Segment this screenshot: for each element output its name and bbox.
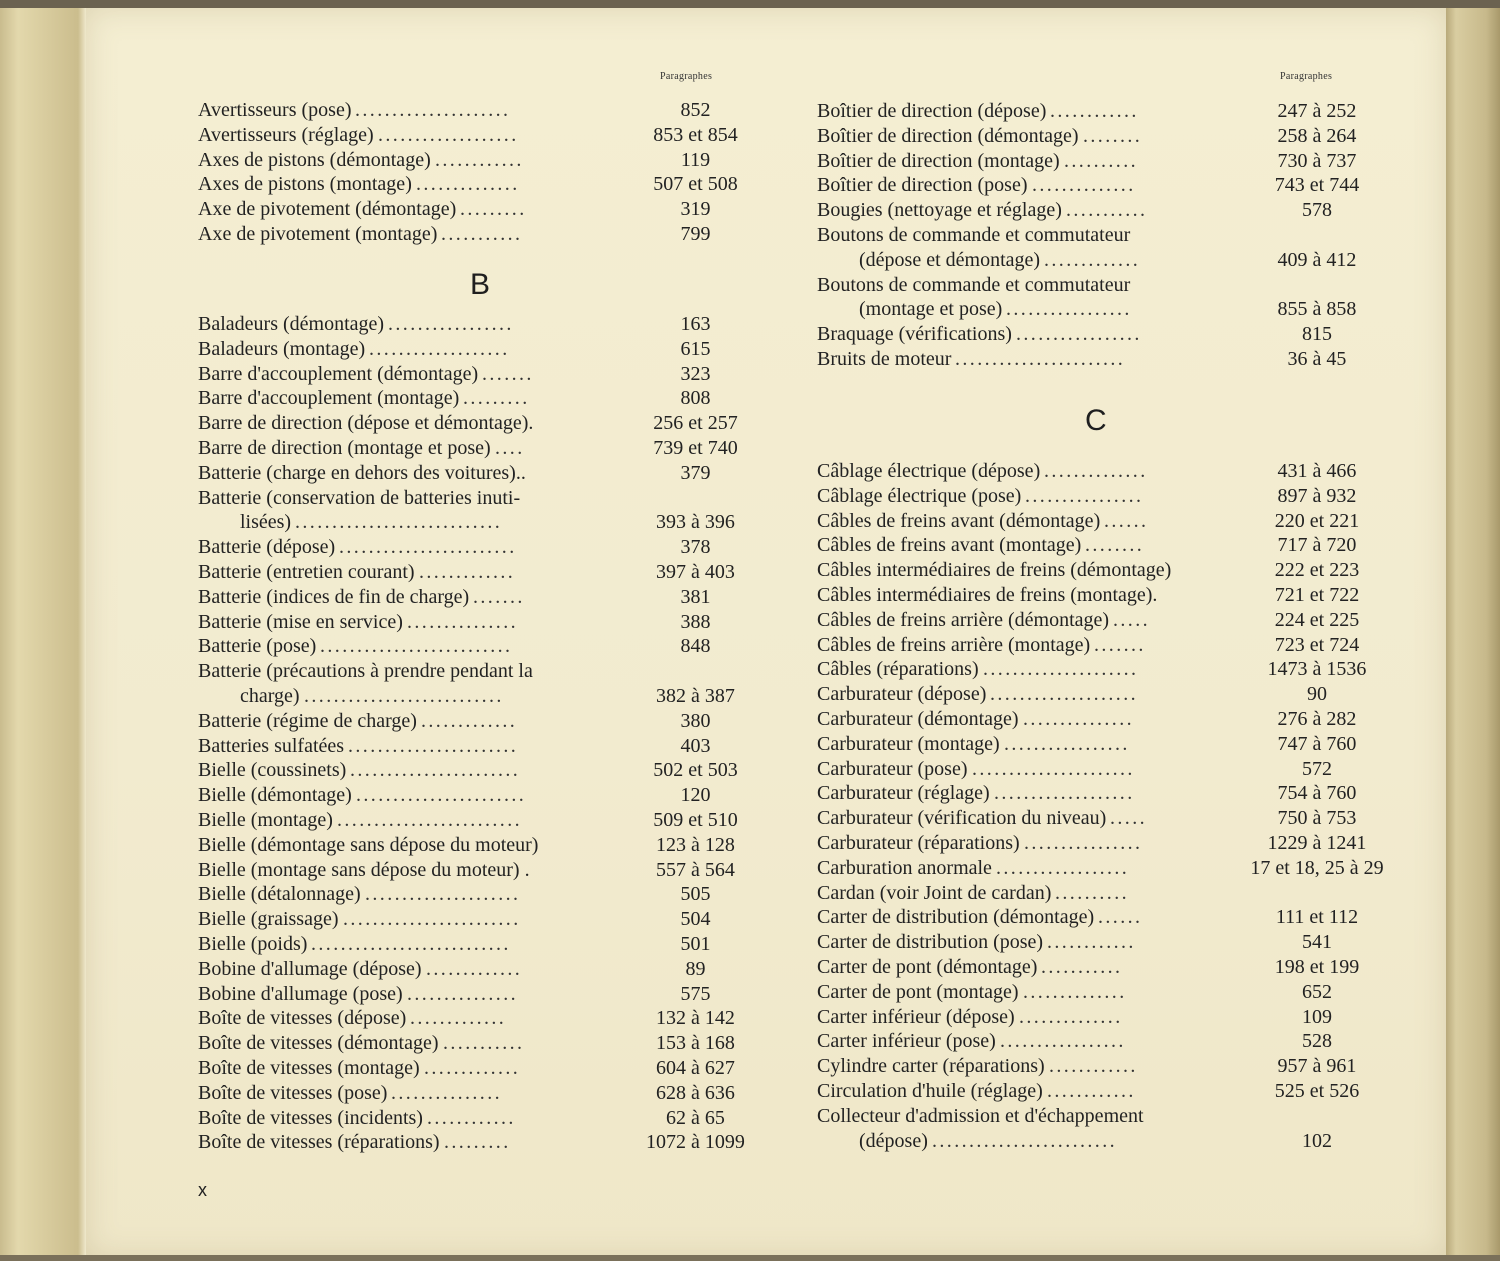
entry-leader-dots: ................ (1025, 484, 1144, 507)
entry-leader-dots: ......................... (337, 809, 522, 831)
entry-paragraph-ref: 501 (680, 933, 711, 955)
entry-paragraph-ref: 256 et 257 (653, 412, 738, 435)
entry-paragraph-ref: 323 (680, 362, 711, 385)
entry-leader-dots: ........... (1066, 199, 1148, 222)
entry-leader-dots: ......................... (932, 1129, 1117, 1152)
entry-paragraph-ref: 379 (680, 461, 711, 484)
entry-paragraph-ref: 123 à 128 (656, 833, 735, 856)
entry-label: Avertisseurs (pose) (198, 99, 352, 121)
entry-paragraph-ref: 247 à 252 (1277, 100, 1357, 122)
entry-leader-dots: ............ (1047, 931, 1136, 954)
entry-paragraph-ref: 431 à 466 (1277, 460, 1357, 482)
entry-leader-dots: ..................... (365, 883, 521, 906)
entry-paragraph-ref: 747 à 760 (1277, 732, 1357, 755)
entry-label: Carburateur (réglage) (817, 782, 990, 805)
entry-leader-dots: .............. (416, 173, 520, 196)
section-letter-b: B (470, 268, 491, 301)
entry-leader-dots: ........... (441, 223, 523, 245)
entry-label: Batterie (charge en dehors des voitures).. (198, 461, 526, 484)
entry-label: Bielle (démontage sans dépose du moteur) (198, 833, 539, 856)
entry-leader-dots: .............. (1032, 174, 1136, 197)
entry-leader-dots: ............ (435, 148, 524, 171)
entry-paragraph-ref: 557 à 564 (656, 858, 735, 881)
entry-label: Boutons de commande et commutateur (817, 273, 1131, 296)
entry-label: Barre d'accouplement (démontage) (198, 362, 479, 385)
entry-leader-dots: ........................... (304, 685, 504, 707)
entry-paragraph-ref: 855 à 858 (1277, 298, 1357, 321)
column-header: Paragraphes (660, 71, 713, 82)
entry-label: Carter de pont (montage) (817, 980, 1019, 1003)
entry-label: Carter inférieur (dépose) (817, 1005, 1015, 1028)
entry-leader-dots: ............... (1023, 708, 1134, 730)
entry-leader-dots: .................. (996, 856, 1130, 879)
entry-label: charge) (240, 685, 300, 707)
entry-label: Câblage électrique (dépose) (817, 460, 1041, 482)
entry-leader-dots: ........ (1085, 534, 1145, 557)
entry-label: Carter de distribution (démontage) (817, 906, 1095, 929)
entry-paragraph-ref: 36 à 45 (1287, 348, 1347, 370)
entry-paragraph-ref: 572 (1302, 757, 1332, 780)
entry-label: Câbles intermédiaires de freins (démontage) (817, 559, 1172, 582)
entry-label: Baladeurs (montage) (198, 337, 366, 360)
entry-paragraph-ref: 380 (680, 709, 711, 732)
entry-label: Batterie (mise en service) (198, 610, 403, 633)
entry-label: (dépose) (859, 1129, 928, 1152)
entry-label: Carburateur (montage) (817, 732, 1000, 755)
entry-leader-dots: ........ (1083, 124, 1143, 147)
entry-label: Bruits de moteur (817, 348, 952, 370)
entry-leader-dots: ................... (369, 337, 510, 360)
entry-paragraph-ref: 717 à 720 (1277, 534, 1357, 557)
entry-leader-dots: ............. (421, 709, 518, 732)
entry-leader-dots: ............. (419, 561, 516, 583)
scan-top-edge (0, 0, 1500, 8)
entry-paragraph-ref: 808 (680, 387, 711, 410)
entry-leader-dots: ................. (1016, 323, 1142, 346)
entry-leader-dots: ............. (410, 1007, 507, 1030)
entry-label: Câbles (réparations) (817, 658, 979, 681)
entry-paragraph-ref: 258 à 264 (1277, 124, 1357, 147)
entry-label: Bielle (détalonnage) (198, 883, 361, 906)
entry-label: Axes de pistons (démontage) (198, 148, 431, 171)
entry-paragraph-ref: 1072 à 1099 (646, 1131, 745, 1154)
entry-leader-dots: ................... (378, 123, 519, 146)
entry-leader-dots: ............. (424, 1057, 521, 1079)
entry-label: Bielle (graissage) (198, 908, 339, 931)
entry-leader-dots: ............. (426, 957, 523, 980)
entry-paragraph-ref: 102 (1302, 1129, 1332, 1152)
entry-paragraph-ref: 852 (680, 99, 711, 121)
entry-leader-dots: .............. (1044, 460, 1148, 482)
entry-paragraph-ref: 957 à 961 (1277, 1055, 1357, 1078)
entry-paragraph-ref: 502 et 503 (653, 759, 738, 782)
entry-label: Carburateur (démontage) (817, 708, 1019, 730)
entry-leader-dots: ...................... (972, 757, 1135, 780)
entry-label: Axe de pivotement (montage) (198, 223, 438, 245)
entry-leader-dots: ....................... (350, 759, 521, 782)
entry-label: Boîte de vitesses (dépose) (198, 1007, 407, 1030)
entry-paragraph-ref: 120 (680, 784, 711, 807)
entry-label: Cardan (voir Joint de cardan) (817, 881, 1052, 904)
entry-paragraph-ref: 388 (680, 610, 711, 633)
entry-leader-dots: ..................... (983, 658, 1139, 681)
entry-label: (dépose et démontage) (859, 248, 1041, 271)
entry-paragraph-ref: 163 (680, 313, 711, 335)
entry-paragraph-ref: 381 (680, 585, 711, 608)
entry-label: Boîtier de direction (montage) (817, 149, 1060, 172)
column-header: Paragraphes (1280, 71, 1333, 82)
entry-leader-dots: ......... (444, 1131, 511, 1154)
entry-label: (montage et pose) (859, 298, 1003, 321)
entry-label: Boutons de commande et commutateur (817, 224, 1131, 246)
page-number-mark: x (198, 1180, 207, 1200)
entry-label: Boîtier de direction (démontage) (817, 124, 1079, 147)
entry-paragraph-ref: 541 (1302, 931, 1332, 954)
entry-paragraph-ref: 198 et 199 (1274, 956, 1360, 978)
entry-label: Cylindre carter (réparations) (817, 1055, 1045, 1078)
entry-leader-dots: ............ (1049, 1055, 1138, 1078)
entry-label: Câbles de freins avant (montage) (817, 534, 1082, 557)
entry-label: Boîtier de direction (dépose) (817, 100, 1047, 122)
entry-label: Batterie (pose) (198, 635, 317, 658)
entry-leader-dots: ............ (1050, 100, 1139, 122)
entry-label: Batteries sulfatées (198, 734, 345, 757)
entry-leader-dots: .......... (1064, 149, 1138, 172)
entry-leader-dots: .......... (1055, 881, 1129, 904)
entry-label: Collecteur d'admission et d'échappement (817, 1104, 1144, 1127)
entry-leader-dots: ............... (391, 1081, 502, 1104)
entry-leader-dots: ........................... (311, 933, 511, 955)
entry-paragraph-ref: 382 à 387 (656, 685, 735, 707)
entry-paragraph-ref: 848 (680, 635, 711, 658)
entry-leader-dots: ......... (460, 198, 527, 221)
entry-label: Carburation anormale (817, 856, 992, 879)
entry-paragraph-ref: 153 à 168 (656, 1032, 735, 1055)
entry-label: Batterie (conservation de batteries inuti- (198, 486, 521, 509)
entry-paragraph-ref: 111 et 112 (1275, 906, 1359, 929)
entry-leader-dots: ....... (473, 585, 525, 608)
entry-leader-dots: ........... (443, 1032, 525, 1055)
entry-label: Boîte de vitesses (pose) (198, 1081, 388, 1104)
entry-paragraph-ref: 393 à 396 (656, 511, 735, 534)
entry-label: Câblage électrique (pose) (817, 484, 1022, 507)
entry-label: Câbles de freins arrière (démontage) (817, 608, 1110, 631)
entry-label: Carter de pont (démontage) (817, 956, 1038, 978)
entry-paragraph-ref: 730 à 737 (1277, 149, 1357, 172)
entry-paragraph-ref: 897 à 932 (1277, 484, 1357, 507)
entry-label: Barre d'accouplement (montage) (198, 387, 460, 410)
entry-leader-dots: ....................... (356, 784, 527, 807)
entry-paragraph-ref: 89 (685, 957, 706, 980)
entry-paragraph-ref: 220 et 221 (1274, 509, 1360, 532)
entry-paragraph-ref: 222 et 223 (1274, 559, 1360, 582)
entry-paragraph-ref: 119 (680, 148, 711, 171)
entry-leader-dots: ....................... (348, 734, 519, 757)
entry-label: Barre de direction (dépose et démontage). (198, 412, 534, 435)
entry-label: Bielle (poids) (198, 933, 308, 955)
entry-label: Boîte de vitesses (montage) (198, 1057, 420, 1079)
entry-leader-dots: ........................ (339, 536, 517, 559)
entry-paragraph-ref: 628 à 636 (656, 1081, 735, 1104)
entry-paragraph-ref: 652 (1302, 980, 1332, 1003)
entry-leader-dots: ..... (1113, 608, 1150, 631)
section-letter-c: C (1085, 404, 1107, 437)
entry-leader-dots: ............ (1047, 1080, 1136, 1102)
entry-label: Batterie (régime de charge) (198, 709, 417, 732)
entry-leader-dots: ..... (1110, 807, 1147, 830)
entry-paragraph-ref: 578 (1302, 199, 1332, 222)
entry-leader-dots: ............ (427, 1106, 516, 1129)
entry-label: Boîte de vitesses (démontage) (198, 1032, 439, 1055)
entry-paragraph-ref: 109 (1302, 1005, 1332, 1028)
entry-label: Batterie (entretien courant) (198, 561, 415, 583)
entry-label: Carter de distribution (pose) (817, 931, 1044, 954)
entry-leader-dots: ................. (388, 313, 514, 335)
entry-leader-dots: ...... (1098, 906, 1143, 929)
entry-leader-dots: ................. (1006, 298, 1132, 321)
entry-paragraph-ref: 721 et 722 (1274, 584, 1360, 606)
entry-leader-dots: ........................ (343, 908, 521, 931)
entry-paragraph-ref: 378 (680, 536, 711, 559)
entry-label: Axe de pivotement (démontage) (198, 198, 457, 221)
entry-label: Bielle (montage) (198, 809, 333, 831)
entry-label: Bobine d'allumage (pose) (198, 982, 403, 1005)
entry-paragraph-ref: 575 (680, 982, 711, 1005)
entry-leader-dots: ......... (463, 387, 530, 410)
entry-paragraph-ref: 224 et 225 (1274, 608, 1360, 631)
entry-leader-dots: ................... (994, 782, 1135, 805)
entry-paragraph-ref: 403 (680, 734, 711, 757)
entry-label: lisées) (240, 511, 292, 534)
entry-paragraph-ref: 276 à 282 (1277, 708, 1357, 730)
entry-leader-dots: ............... (407, 610, 518, 633)
entry-label: Boîtier de direction (pose) (817, 174, 1028, 197)
entry-paragraph-ref: 90 (1307, 683, 1327, 706)
entry-paragraph-ref: 509 et 510 (653, 809, 738, 831)
entry-label: Câbles de freins arrière (montage) (817, 633, 1091, 656)
entry-label: Circulation d'huile (réglage) (817, 1080, 1043, 1102)
entry-leader-dots: .............. (1023, 980, 1127, 1003)
entry-leader-dots: .................... (990, 683, 1138, 706)
entry-paragraph-ref: 743 et 744 (1274, 174, 1360, 197)
entry-label: Boîte de vitesses (incidents) (198, 1106, 423, 1129)
entry-leader-dots: ....... (482, 362, 534, 385)
entry-paragraph-ref: 132 à 142 (656, 1007, 735, 1030)
scan-right-edge (1446, 8, 1500, 1258)
entry-paragraph-ref: 507 et 508 (653, 173, 738, 196)
entry-paragraph-ref: 62 à 65 (666, 1106, 725, 1129)
entry-label: Boîte de vitesses (réparations) (198, 1131, 440, 1154)
entry-paragraph-ref: 1473 à 1536 (1267, 658, 1367, 681)
entry-label: Carburateur (pose) (817, 757, 968, 780)
entry-paragraph-ref: 528 (1302, 1030, 1332, 1053)
entry-paragraph-ref: 504 (680, 908, 711, 931)
entry-paragraph-ref: 604 à 627 (656, 1057, 735, 1079)
entry-label: Bielle (montage sans dépose du moteur) . (198, 858, 530, 881)
scan-bottom-edge (0, 1255, 1500, 1261)
entry-label: Batterie (précautions à prendre pendant la (198, 660, 533, 683)
entry-leader-dots: ............................ (295, 511, 503, 534)
entry-label: Carburateur (dépose) (817, 683, 987, 706)
entry-label: Batterie (dépose) (198, 536, 336, 559)
entry-label: Bielle (coussinets) (198, 759, 347, 782)
entry-label: Câbles de freins avant (démontage) (817, 509, 1101, 532)
entry-paragraph-ref: 739 et 740 (653, 437, 738, 459)
entry-label: Carburateur (vérification du niveau) (817, 807, 1107, 830)
entry-paragraph-ref: 615 (680, 337, 711, 360)
entry-leader-dots: ............. (1044, 248, 1141, 271)
entry-label: Barre de direction (montage et pose) (198, 437, 491, 459)
entry-leader-dots: ................. (1000, 1030, 1126, 1053)
entry-leader-dots: ..................... (355, 99, 511, 121)
entry-label: Bougies (nettoyage et réglage) (817, 199, 1062, 222)
entry-paragraph-ref: 1229 à 1241 (1267, 832, 1367, 854)
entry-label: Avertisseurs (réglage) (198, 123, 374, 146)
entry-paragraph-ref: 525 et 526 (1274, 1080, 1360, 1102)
entry-label: Câbles intermédiaires de freins (montage). (817, 584, 1158, 606)
entry-paragraph-ref: 723 et 724 (1274, 633, 1360, 656)
entry-label: Bobine d'allumage (dépose) (198, 957, 422, 980)
entry-paragraph-ref: 17 et 18, 25 à 29 (1250, 856, 1384, 879)
entry-paragraph-ref: 319 (680, 198, 711, 221)
entry-label: Carburateur (réparations) (817, 832, 1020, 854)
entry-paragraph-ref: 815 (1302, 323, 1332, 346)
entry-paragraph-ref: 754 à 760 (1277, 782, 1357, 805)
entry-paragraph-ref: 505 (680, 883, 711, 906)
entry-paragraph-ref: 853 et 854 (653, 123, 738, 146)
entry-leader-dots: ................ (1024, 832, 1143, 854)
entry-leader-dots: ................. (1004, 732, 1130, 755)
entry-label: Axes de pistons (montage) (198, 173, 412, 196)
entry-paragraph-ref: 750 à 753 (1277, 807, 1357, 830)
entry-paragraph-ref: 409 à 412 (1277, 248, 1357, 271)
entry-label: Batterie (indices de fin de charge) (198, 585, 470, 608)
entry-leader-dots: .............. (1019, 1005, 1123, 1028)
entry-leader-dots: .......................... (320, 635, 513, 658)
entry-label: Braquage (vérifications) (817, 323, 1012, 346)
entry-label: Carter inférieur (pose) (817, 1030, 996, 1053)
entry-leader-dots: ............... (407, 982, 518, 1005)
entry-leader-dots: ...... (1104, 509, 1149, 532)
entry-leader-dots: ....................... (955, 348, 1126, 370)
entry-leader-dots: ....... (1094, 633, 1146, 656)
entry-label: Baladeurs (démontage) (198, 313, 385, 335)
entry-leader-dots: .... (495, 437, 525, 459)
entry-paragraph-ref: 397 à 403 (656, 561, 735, 583)
entry-paragraph-ref: 799 (680, 223, 711, 245)
entry-leader-dots: ........... (1041, 956, 1123, 978)
entry-label: Bielle (démontage) (198, 784, 352, 807)
